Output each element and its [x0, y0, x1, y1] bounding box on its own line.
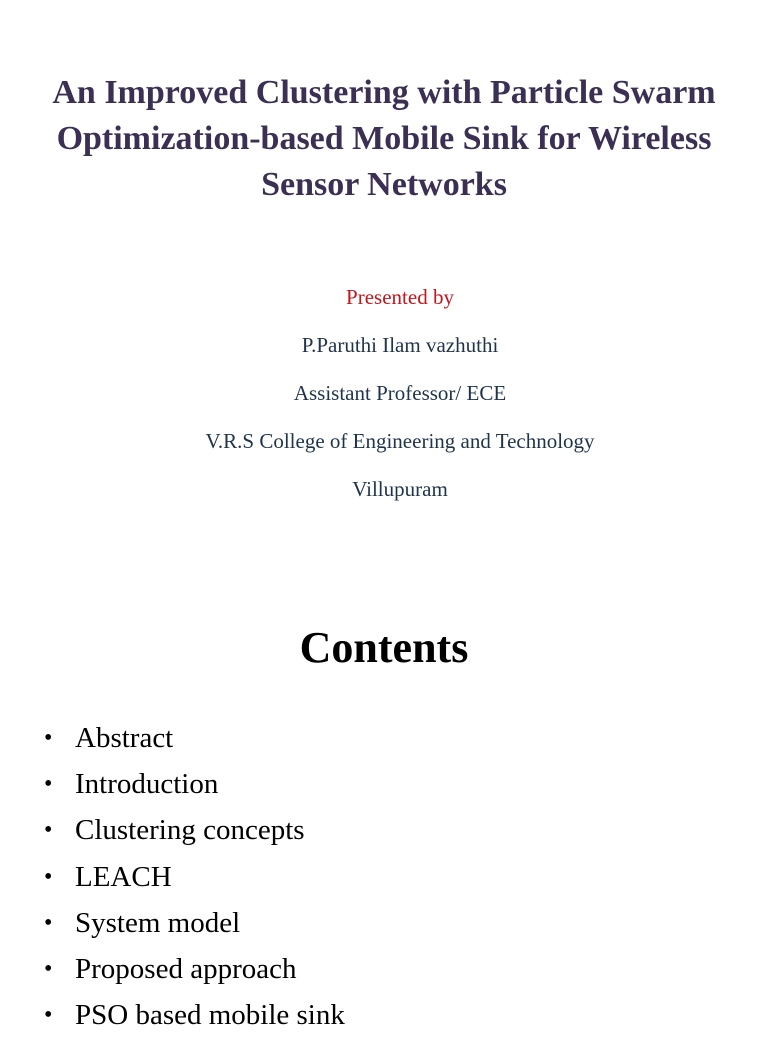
contents-item-abstract: • Abstract — [44, 716, 345, 762]
presented-by-label: Presented by — [346, 285, 454, 309]
contents-item-clustering-concepts: • Clustering concepts — [44, 808, 345, 854]
presenter-designation: Assistant Professor/ ECE — [293, 381, 507, 405]
presenter-name: P.Paruthi Ilam vazhuthi — [301, 333, 499, 357]
slide-title — [0, 70, 768, 208]
slide-title-line-3: Sensor Networks — [261, 166, 507, 203]
presenter-block — [16, 283, 768, 523]
presenter-institution: V.R.S College of Engineering and Technology — [205, 429, 595, 453]
slide-title-line-2: Optimization-based Mobile Sink for Wireless — [56, 120, 712, 157]
contents-item-leach: • LEACH — [44, 855, 345, 901]
contents-item-system-model: • System model — [44, 901, 345, 947]
presenter-location: Villupuram — [352, 477, 448, 501]
contents-list — [44, 716, 345, 1039]
contents-item-proposed-approach: • Proposed approach — [44, 947, 345, 993]
slide-title-line-1: An Improved Clustering with Particle Swarm — [52, 74, 716, 111]
contents-heading: Contents — [299, 623, 469, 672]
contents-item-pso-mobile-sink: • PSO based mobile sink — [44, 993, 345, 1039]
contents-item-introduction: • Introduction — [44, 762, 345, 808]
